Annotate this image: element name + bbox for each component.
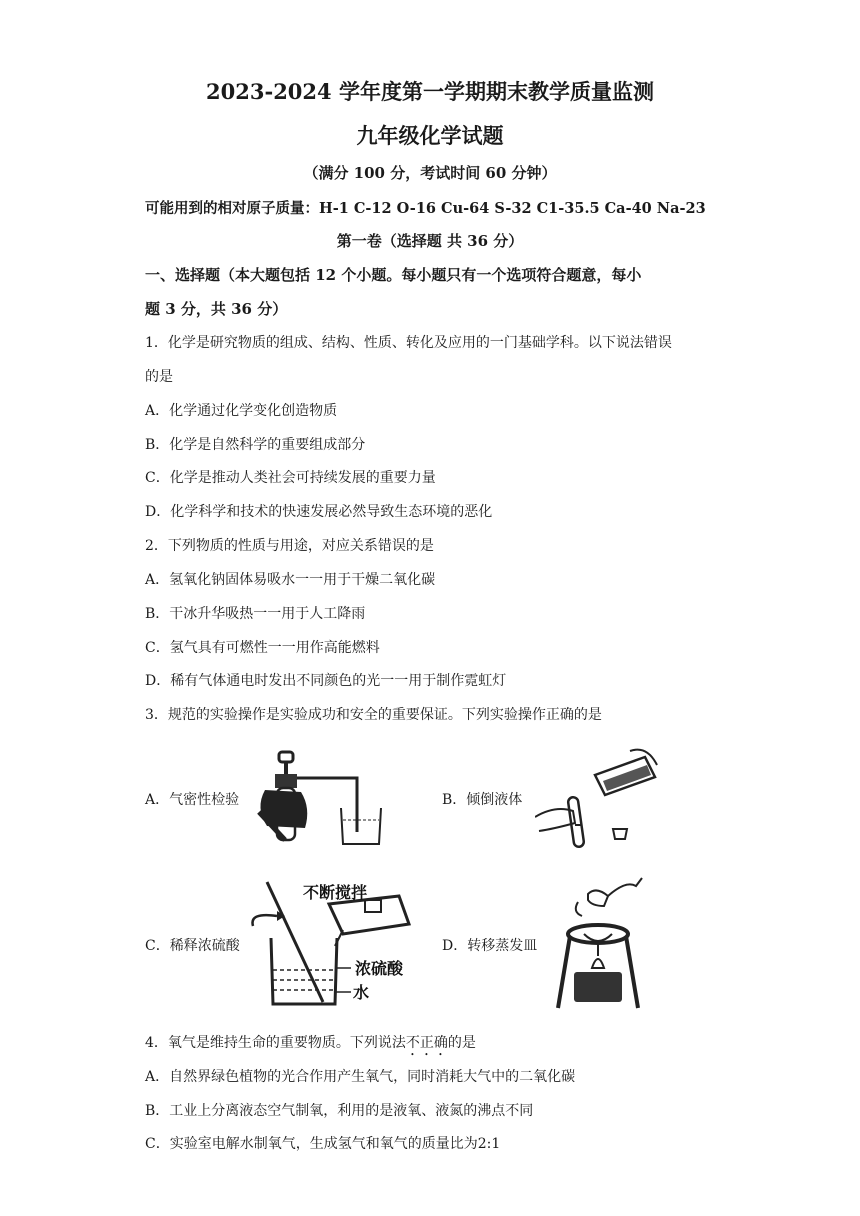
water-label: 水 — [353, 983, 370, 1002]
dilute-sulfuric-acid-figure — [247, 880, 432, 1010]
question-3-option-a: A．气密性检验 — [145, 792, 240, 808]
question-2-option-b: B．干冰升华吸热一一用于人工降雨 — [145, 606, 366, 622]
question-4-option-b: B．工业上分离液态空气制氧，利用的是液氧、液氮的沸点不同 — [145, 1103, 534, 1119]
question-1-option-a: A．化学通过化学变化创造物质 — [145, 403, 338, 419]
question-4-stem-pre: 4．氧气是维持生命的重要物质。下列说法 — [145, 1035, 406, 1051]
question-2-stem: 2．下列物质的性质与用途，对应关系错误的是 — [145, 538, 434, 554]
airtightness-test-figure — [245, 748, 395, 848]
question-2-option-d: D．稀有气体通电时发出不同颜色的光一一用于制作霓虹灯 — [145, 673, 507, 689]
question-4-emphasis: 不正确 — [405, 1035, 448, 1051]
question-4-option-a: A．自然界绿色植物的光合作用产生氧气，同时消耗大气中的二氧化碳 — [145, 1069, 576, 1085]
question-1-stem-cont: 的是 — [145, 369, 173, 385]
section-heading-line2: 题 3 分，共 36 分） — [145, 300, 288, 318]
question-1-option-d: D．化学科学和技术的快速发展必然导致生态环境的恶化 — [145, 504, 493, 520]
question-4-option-c: C．实验室电解水制氧气，生成氢气和氧气的质量比为2:1 — [145, 1136, 501, 1152]
score-info: （满分 100 分，考试时间 60 分钟） — [303, 164, 557, 182]
question-3-option-b: B．倾倒液体 — [442, 792, 523, 808]
question-3-option-c: C．稀释浓硫酸 — [145, 938, 240, 954]
stir-label: 不断搅拌 — [303, 883, 368, 902]
part-heading: 第一卷（选择题 共 36 分） — [336, 232, 524, 250]
question-1-stem: 1．化学是研究物质的组成、结构、性质、转化及应用的一门基础学科。以下说法错误 — [145, 335, 672, 351]
exam-subtitle: 九年级化学试题 — [356, 123, 504, 148]
acid-label: 浓硫酸 — [355, 959, 404, 978]
question-2-option-a: A．氢氧化钠固体易吸水一一用于干燥二氧化碳 — [145, 572, 436, 588]
question-4-stem-post: 的是 — [447, 1035, 476, 1051]
question-2-option-c: C．氢气具有可燃性一一用作高能燃料 — [145, 640, 380, 656]
question-1-option-c: C．化学是推动人类社会可持续发展的重要力量 — [145, 470, 436, 486]
question-3-option-d: D．转移蒸发皿 — [442, 938, 538, 954]
evaporating-dish-figure — [548, 876, 648, 1011]
atomic-masses: 可能用到的相对原子质量：H-1 C-12 O-16 Cu-64 S-32 C1-35.5 Ca-40 Na-23 — [145, 200, 706, 217]
exam-title: 2023-2024 学年度第一学期期末教学质量监测 — [206, 79, 654, 104]
question-4-stem — [145, 1032, 476, 1059]
question-3-stem: 3．规范的实验操作是实验成功和安全的重要保证。下列实验操作正确的是 — [145, 707, 602, 723]
section-heading-line1: 一、选择题（本大题包括 12 个小题。每小题只有一个选项符合题意，每小 — [145, 266, 642, 284]
question-1-option-b: B．化学是自然科学的重要组成部分 — [145, 437, 366, 453]
pouring-liquid-figure — [535, 745, 665, 855]
